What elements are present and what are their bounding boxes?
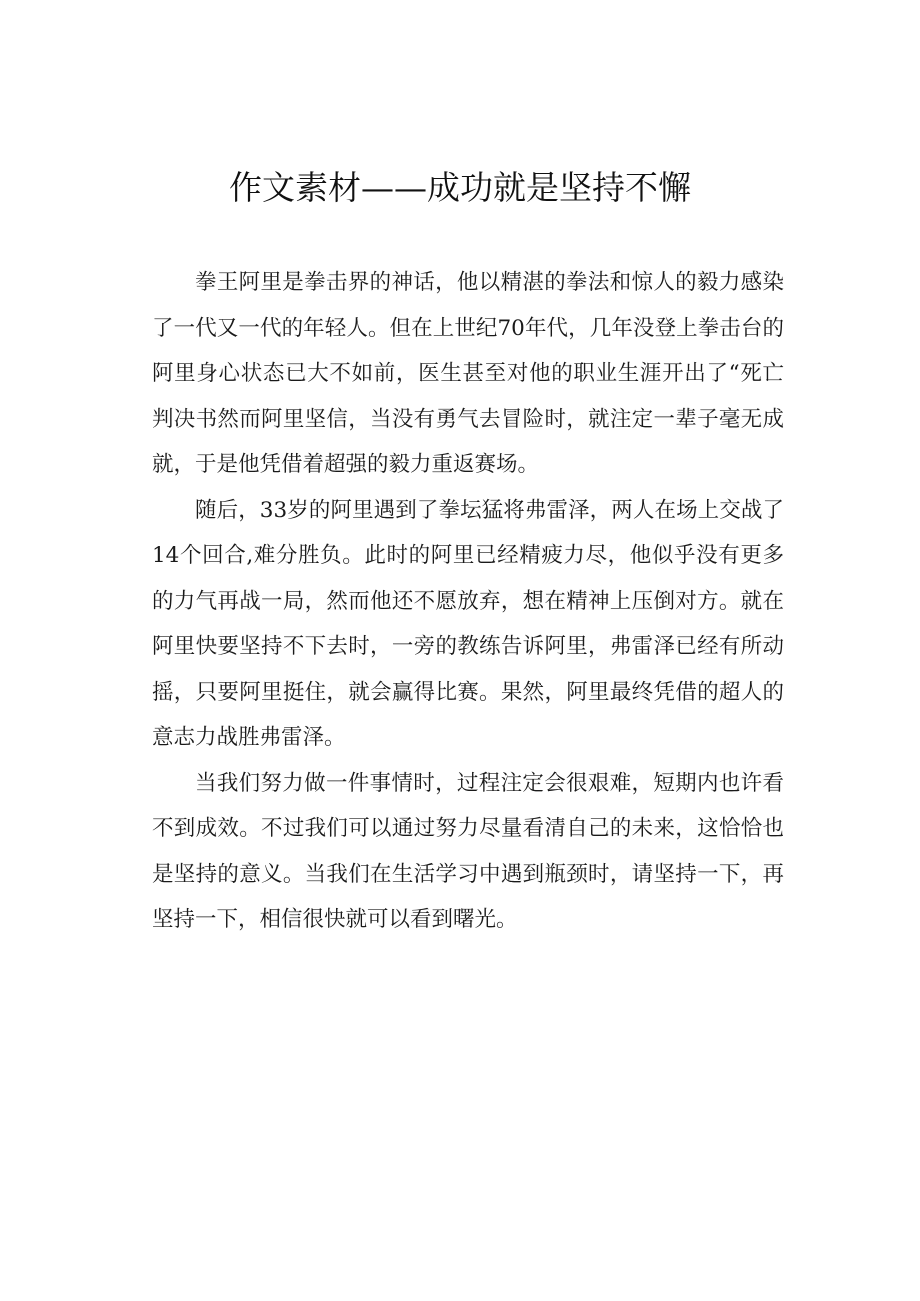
paragraph: 随后，33岁的阿里遇到了拳坛猛将弗雷泽，两人在场上交战了14个回合,难分胜负。此时的阿里已经精疲力尽，他似乎没有更多的力气再战一局，然而他还不愿放弃，想在精神上压倒对方。就在阿里快要坚持不下去时，一旁的教练告诉阿里，弗雷泽已经有所动摇，只要阿里挺住，就会赢得比赛。果然，阿里最终凭借的超人的意志力战胜弗雷泽。 (152, 497, 784, 750)
document-title: 作文素材——成功就是坚持不懈 (229, 168, 691, 207)
document-body (152, 260, 784, 943)
paragraph: 拳王阿里是拳击界的神话，他以精湛的拳法和惊人的毅力感染了一代又一代的年轻人。但在上世纪70年代，几年没登上拳击台的阿里身心状态已大不如前，医生甚至对他的职业生涯开出了“死亡判决书然而阿里坚信，当没有勇气去冒险时，就注定一辈子毫无成就，于是他凭借着超强的毅力重返赛场。 (152, 270, 784, 477)
paragraph: 当我们努力做一件事情时，过程注定会很艰难，短期内也许看不到成效。不过我们可以通过努力尽量看清自己的未来，这恰恰也是坚持的意义。当我们在生活学习中遇到瓶颈时，请坚持一下，再坚持一下，相信很快就可以看到曙光。 (152, 770, 784, 932)
